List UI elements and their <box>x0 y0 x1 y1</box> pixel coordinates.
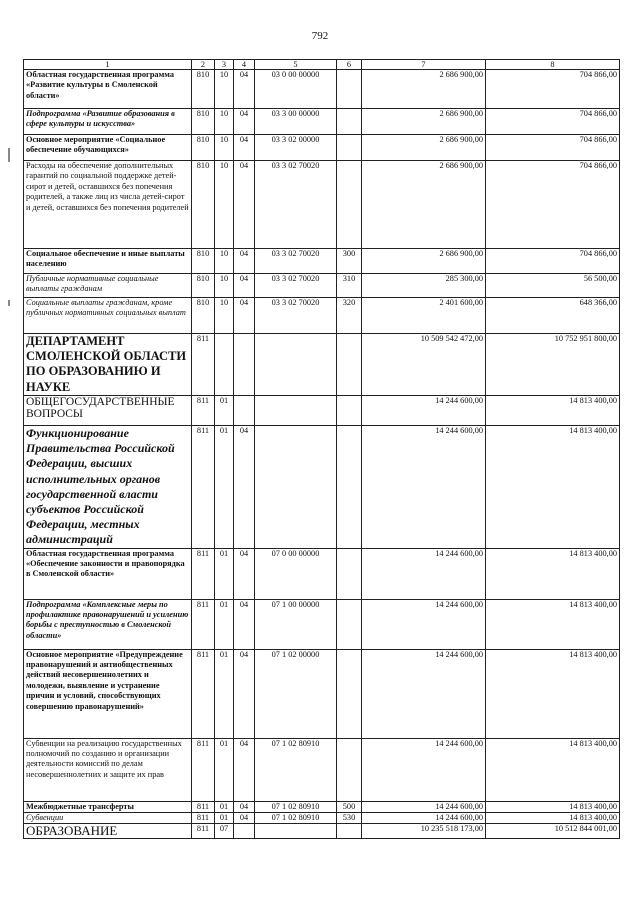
table-row <box>24 426 620 549</box>
row-name: Субвенции на реализацию государственных полномочий по созданию и организации деятельности комиссий по делам несовершеннолетних и защите их прав <box>24 738 192 801</box>
cell-vr <box>337 135 362 161</box>
cell-sum2: 14 813 400,00 <box>486 738 620 801</box>
row-name: Подпрограмма «Развитие образования в сфере культуры и искусства» <box>24 109 192 135</box>
cell-gr: 811 <box>192 738 215 801</box>
cell-pr: 04 <box>234 109 255 135</box>
cell-vr <box>337 548 362 599</box>
cell-csr: 03 3 02 70020 <box>255 161 337 249</box>
cell-gr: 810 <box>192 249 215 274</box>
cell-gr: 810 <box>192 298 215 334</box>
cell-vr <box>337 649 362 738</box>
cell-sum1: 285 300,00 <box>362 274 486 298</box>
cell-rz: 10 <box>215 109 234 135</box>
cell-pr: 04 <box>234 161 255 249</box>
cell-sum2: 704 866,00 <box>486 109 620 135</box>
cell-sum2: 10 512 844 001,00 <box>486 824 620 839</box>
header-cell: 2 <box>192 60 215 70</box>
cell-sum2: 14 813 400,00 <box>486 813 620 824</box>
cell-rz: 10 <box>215 274 234 298</box>
cell-rz: 10 <box>215 249 234 274</box>
cell-csr: 07 1 02 80910 <box>255 801 337 812</box>
cell-sum1: 14 244 600,00 <box>362 599 486 649</box>
header-row <box>24 60 620 70</box>
cell-csr: 03 3 02 70020 <box>255 274 337 298</box>
cell-gr: 811 <box>192 599 215 649</box>
row-name: ОБРАЗОВАНИЕ <box>24 824 192 839</box>
cell-pr: 04 <box>234 801 255 812</box>
cell-pr <box>234 824 255 839</box>
cell-pr: 04 <box>234 70 255 109</box>
cell-rz: 01 <box>215 396 234 426</box>
cell-csr: 03 3 02 70020 <box>255 298 337 334</box>
cell-vr <box>337 599 362 649</box>
budget-table <box>23 59 620 839</box>
cell-rz: 10 <box>215 135 234 161</box>
cell-sum2: 704 866,00 <box>486 70 620 109</box>
row-name: Субвенции <box>24 813 192 824</box>
table-row <box>24 161 620 249</box>
cell-gr: 810 <box>192 274 215 298</box>
cell-sum1: 14 244 600,00 <box>362 813 486 824</box>
cell-csr <box>255 426 337 549</box>
cell-pr: 04 <box>234 599 255 649</box>
table-row <box>24 813 620 824</box>
table-row <box>24 298 620 334</box>
cell-csr: 07 1 02 00000 <box>255 649 337 738</box>
cell-gr: 810 <box>192 135 215 161</box>
cell-pr: 04 <box>234 548 255 599</box>
cell-pr <box>234 396 255 426</box>
cell-rz: 10 <box>215 298 234 334</box>
row-name: Основное мероприятие «Предупреждение правонарушений и антиобщественных действий несовершеннолетних и молодежи, выявление и устранение причин и условий, способствующих совершению правонарушений» <box>24 649 192 738</box>
cell-sum1: 14 244 600,00 <box>362 649 486 738</box>
cell-rz: 01 <box>215 599 234 649</box>
table-row <box>24 738 620 801</box>
header-cell: 7 <box>362 60 486 70</box>
cell-csr: 03 3 02 70020 <box>255 249 337 274</box>
row-name: Публичные нормативные социальные выплаты гражданам <box>24 274 192 298</box>
cell-sum2: 14 813 400,00 <box>486 801 620 812</box>
cell-vr: 300 <box>337 249 362 274</box>
table-row <box>24 249 620 274</box>
cell-vr: 310 <box>337 274 362 298</box>
cell-sum1: 14 244 600,00 <box>362 801 486 812</box>
row-name: Основное мероприятие «Социальное обеспечение обучающихся» <box>24 135 192 161</box>
cell-csr: 03 3 00 00000 <box>255 109 337 135</box>
cell-rz: 01 <box>215 813 234 824</box>
table-row <box>24 274 620 298</box>
cell-gr: 811 <box>192 813 215 824</box>
table-row <box>24 334 620 396</box>
cell-sum1: 10 235 518 173,00 <box>362 824 486 839</box>
cell-vr <box>337 161 362 249</box>
row-name: Областная государственная программа «Развитие культуры в Смоленской области» <box>24 70 192 109</box>
cell-gr: 811 <box>192 334 215 396</box>
cell-sum1: 2 686 900,00 <box>362 161 486 249</box>
cell-gr: 810 <box>192 161 215 249</box>
row-name: Межбюджетные трансферты <box>24 801 192 812</box>
cell-gr: 810 <box>192 70 215 109</box>
table-row <box>24 824 620 839</box>
cell-sum1: 2 686 900,00 <box>362 109 486 135</box>
cell-sum1: 14 244 600,00 <box>362 548 486 599</box>
cell-sum1: 2 686 900,00 <box>362 135 486 161</box>
cell-pr: 04 <box>234 274 255 298</box>
row-name: Социальное обеспечение и иные выплаты населению <box>24 249 192 274</box>
cell-csr: 07 1 02 80910 <box>255 738 337 801</box>
cell-sum1: 14 244 600,00 <box>362 426 486 549</box>
cell-csr: 03 0 00 00000 <box>255 70 337 109</box>
cell-rz: 01 <box>215 738 234 801</box>
cell-sum2: 56 500,00 <box>486 274 620 298</box>
cell-rz: 10 <box>215 70 234 109</box>
cell-gr: 811 <box>192 824 215 839</box>
cell-vr <box>337 109 362 135</box>
cell-sum1: 2 686 900,00 <box>362 249 486 274</box>
header-cell: 8 <box>486 60 620 70</box>
cell-csr: 07 0 00 00000 <box>255 548 337 599</box>
cell-sum2: 704 866,00 <box>486 249 620 274</box>
cell-csr: 03 3 02 00000 <box>255 135 337 161</box>
cell-sum2: 14 813 400,00 <box>486 548 620 599</box>
page-number: 792 <box>311 30 329 42</box>
cell-csr <box>255 396 337 426</box>
table-row <box>24 135 620 161</box>
cell-sum1: 14 244 600,00 <box>362 396 486 426</box>
row-name: ОБЩЕГОСУДАРСТВЕННЫЕ ВОПРОСЫ <box>24 396 192 426</box>
margin-mark <box>8 148 10 162</box>
cell-vr: 530 <box>337 813 362 824</box>
cell-gr: 811 <box>192 649 215 738</box>
header-cell: 6 <box>337 60 362 70</box>
cell-sum1: 14 244 600,00 <box>362 738 486 801</box>
cell-vr <box>337 738 362 801</box>
table-row <box>24 801 620 812</box>
cell-vr: 320 <box>337 298 362 334</box>
table-row <box>24 109 620 135</box>
table-row <box>24 599 620 649</box>
cell-gr: 811 <box>192 548 215 599</box>
row-name: Подпрограмма «Комплексные меры по профилактике правонарушений и усилению борьбы с преступностью в Смоленской области» <box>24 599 192 649</box>
cell-vr: 500 <box>337 801 362 812</box>
cell-vr <box>337 334 362 396</box>
table-row <box>24 548 620 599</box>
cell-sum2: 704 866,00 <box>486 161 620 249</box>
cell-rz: 01 <box>215 649 234 738</box>
row-name: Расходы на обеспечение дополнительных гарантий по социальной поддержке детей-сирот и детей, оставшихся без попечения родителей, а также лиц из числа детей-сирот и детей, оставшихся без попечения родителей <box>24 161 192 249</box>
cell-rz: 01 <box>215 548 234 599</box>
cell-gr: 811 <box>192 396 215 426</box>
cell-csr: 07 1 02 80910 <box>255 813 337 824</box>
cell-csr: 07 1 00 00000 <box>255 599 337 649</box>
cell-pr: 04 <box>234 813 255 824</box>
header-cell: 4 <box>234 60 255 70</box>
cell-rz: 07 <box>215 824 234 839</box>
cell-rz: 01 <box>215 426 234 549</box>
cell-pr: 04 <box>234 298 255 334</box>
cell-vr <box>337 426 362 549</box>
cell-vr <box>337 396 362 426</box>
table-row <box>24 396 620 426</box>
table-row <box>24 70 620 109</box>
cell-pr: 04 <box>234 249 255 274</box>
cell-pr: 04 <box>234 135 255 161</box>
cell-pr: 04 <box>234 738 255 801</box>
row-name: Социальные выплаты гражданам, кроме публичных нормативных социальных выплат <box>24 298 192 334</box>
cell-sum2: 704 866,00 <box>486 135 620 161</box>
cell-gr: 811 <box>192 426 215 549</box>
header-cell: 5 <box>255 60 337 70</box>
row-name: Функционирование Правительства Российской Федерации, высших исполнительных органов государственной власти субъектов Российской Федерации, местных администраций <box>24 426 192 549</box>
cell-rz: 10 <box>215 161 234 249</box>
cell-gr: 811 <box>192 801 215 812</box>
cell-gr: 810 <box>192 109 215 135</box>
cell-pr: 04 <box>234 426 255 549</box>
cell-sum2: 14 813 400,00 <box>486 599 620 649</box>
cell-csr <box>255 334 337 396</box>
table-row <box>24 649 620 738</box>
header-cell: 1 <box>24 60 192 70</box>
cell-sum2: 14 813 400,00 <box>486 396 620 426</box>
cell-sum1: 2 401 600,00 <box>362 298 486 334</box>
cell-sum2: 14 813 400,00 <box>486 426 620 549</box>
cell-sum1: 10 509 542 472,00 <box>362 334 486 396</box>
cell-vr <box>337 70 362 109</box>
margin-mark <box>8 300 10 306</box>
cell-sum2: 10 752 951 800,00 <box>486 334 620 396</box>
cell-rz: 01 <box>215 801 234 812</box>
cell-rz <box>215 334 234 396</box>
cell-vr <box>337 824 362 839</box>
cell-sum2: 648 366,00 <box>486 298 620 334</box>
row-name: Областная государственная программа «Обеспечение законности и правопорядка в Смоленской области» <box>24 548 192 599</box>
cell-sum1: 2 686 900,00 <box>362 70 486 109</box>
cell-sum2: 14 813 400,00 <box>486 649 620 738</box>
cell-pr: 04 <box>234 649 255 738</box>
row-name: ДЕПАРТАМЕНТ СМОЛЕНСКОЙ ОБЛАСТИ ПО ОБРАЗОВАНИЮ И НАУКЕ <box>24 334 192 396</box>
cell-csr <box>255 824 337 839</box>
cell-pr <box>234 334 255 396</box>
header-cell: 3 <box>215 60 234 70</box>
